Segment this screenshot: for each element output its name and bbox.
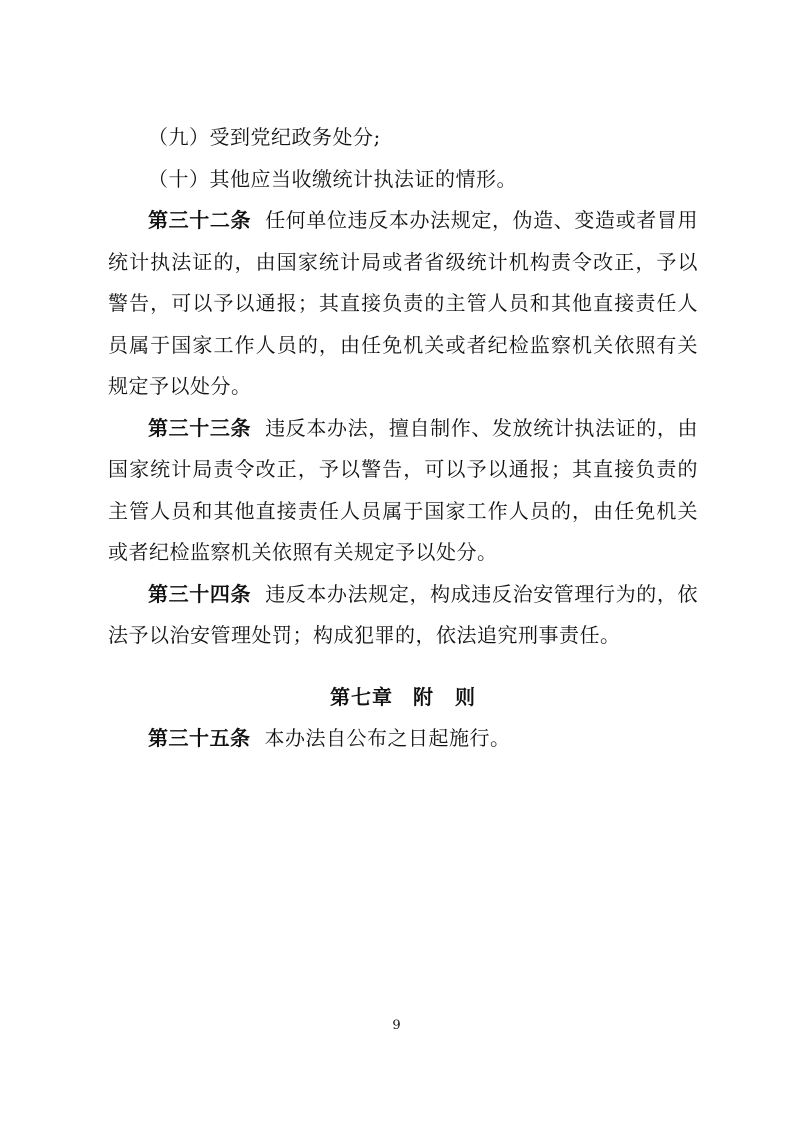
chapter-number: 第七章 xyxy=(330,684,393,709)
list-item-9 xyxy=(108,117,698,159)
list-item-9-text: （九）受到党纪政务处分; xyxy=(148,125,381,149)
chapter-heading xyxy=(108,677,698,719)
article-32-text: 任何单位违反本办法规定，伪造、变造或者冒用统计执法证的，由国家统计局或者省级统计机构责令改正，予以警告，可以予以通报；其直接负责的主管人员和其他直接责任人员属于国家工作人员的，由任免机关或者纪检监察机关依照有关规定予以处分。 xyxy=(108,208,699,398)
article-35-text: 本办法自公布之日起施行。 xyxy=(264,726,511,750)
article-32-heading: 第三十二条 xyxy=(148,208,252,232)
article-32 xyxy=(108,200,698,408)
article-33-text: 违反本办法，擅自制作、发放统计执法证的，由国家统计局责令改正，予以警告，可以予以通报；其直接负责的主管人员和其他直接责任人员属于国家工作人员的，由任免机关或者纪检监察机关依照有关规定予以处分。 xyxy=(108,415,699,564)
article-34-text: 违反本办法规定，构成违反治安管理行为的，依法予以治安管理处罚；构成犯罪的，依法追究刑事责任。 xyxy=(108,581,699,647)
article-33-heading: 第三十三条 xyxy=(148,415,252,440)
list-item-10 xyxy=(108,159,698,201)
article-33 xyxy=(108,408,698,574)
article-34 xyxy=(108,574,698,657)
article-35 xyxy=(108,718,698,760)
chapter-title: 附 则 xyxy=(413,684,476,709)
article-34-heading: 第三十四条 xyxy=(148,581,252,606)
article-35-heading: 第三十五条 xyxy=(148,726,251,750)
page-number: 9 xyxy=(392,1018,401,1033)
document-body xyxy=(108,117,698,760)
list-item-10-text: （十）其他应当收缴统计执法证的情形。 xyxy=(148,166,517,191)
